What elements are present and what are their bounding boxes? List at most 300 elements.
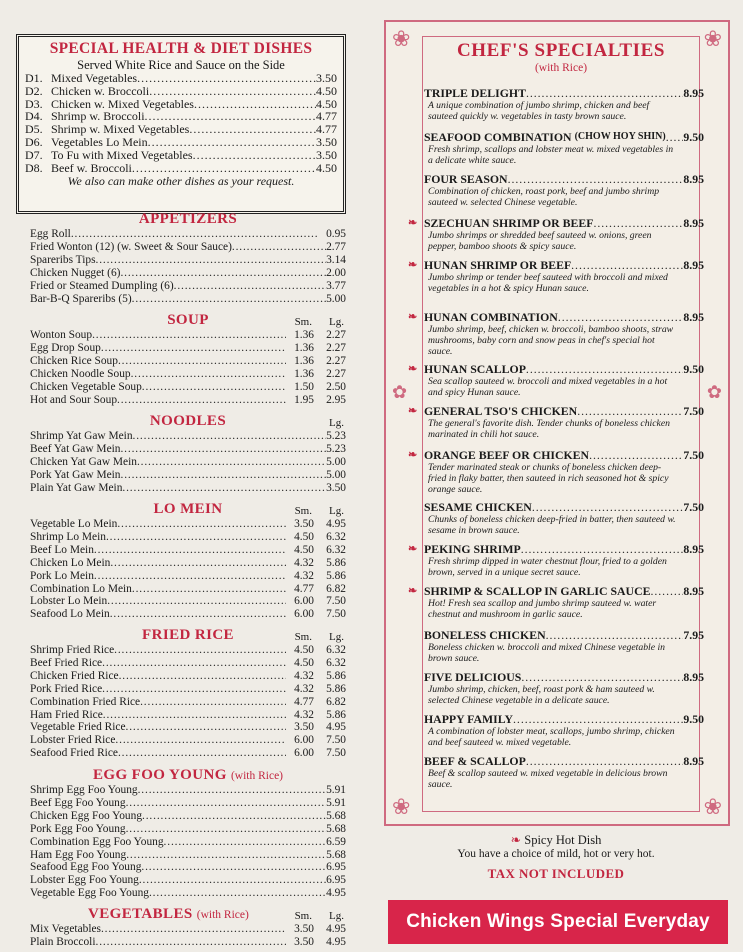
menu-item-price-small: 3.50 [294, 923, 314, 935]
chef-item-price: 8.95 [683, 584, 704, 598]
health-item-name: Shrimp w. Mixed Vegetables [51, 122, 190, 137]
chef-item-description: Jumbo shrimp, chicken, beef, roast pork & ham sauteed w. selected Chinese vegetable in a delicate sauce. [428, 684, 655, 706]
flower-ornament-icon: ❀ [703, 794, 722, 819]
spacer [408, 500, 424, 514]
menu-item-price: 4.95 [326, 887, 346, 900]
menu-item [30, 531, 346, 544]
menu-item-price-small: 4.77 [294, 582, 314, 595]
leader-dots [666, 130, 684, 144]
chef-item-line [408, 542, 704, 556]
menu-item-price-small: 4.32 [294, 682, 314, 695]
health-list [25, 72, 337, 174]
pepper-icon: ❧ [408, 311, 418, 323]
menu-item [30, 368, 346, 381]
soup-section [30, 311, 346, 406]
chef-item [408, 86, 704, 122]
chef-item-description: Fresh shrimp dipped in water chestnut flour, fried to a golden brown, served in a unique secret sauce. [428, 556, 667, 578]
menu-item-price-large: 2.50 [326, 380, 346, 393]
health-item-name: Mixed Vegetables [51, 71, 138, 85]
health-item-code: D8. [25, 160, 43, 175]
menu-item-price: 0.95 [326, 228, 346, 240]
menu-item-name: Plain Broccoli [30, 935, 96, 948]
chef-item-price: 8.95 [683, 216, 704, 230]
health-item-name: To Fu with Mixed Vegetables [51, 147, 193, 162]
leader-dots [101, 342, 286, 355]
vegetables-lg-header: Lg. [329, 910, 344, 922]
menu-item-price-large: 4.95 [326, 518, 346, 530]
chef-item [408, 216, 704, 252]
lomein-list [30, 518, 346, 621]
menu-item-price-large: 5.86 [326, 669, 346, 682]
leader-dots [131, 368, 286, 381]
health-item-code: D1. [25, 71, 43, 85]
menu-item-price-large: 4.95 [326, 935, 346, 948]
menu-item [30, 887, 346, 900]
menu-item-price-small: 4.50 [294, 543, 314, 556]
menu-item [30, 595, 346, 608]
spacer [408, 670, 424, 684]
menu-item-name: Lobster Fried Rice [30, 734, 116, 747]
menu-item-name: Chicken Noodle Soup [30, 367, 131, 380]
menu-item-name: Hot and Sour Soup [30, 393, 118, 406]
menu-item-name: Pork Egg Foo Young [30, 822, 126, 835]
chef-item-price: 8.95 [683, 258, 704, 272]
leader-dots [126, 721, 286, 734]
menu-item [30, 293, 346, 306]
leader-dots [118, 747, 286, 760]
chef-item-name: HUNAN COMBINATION [424, 310, 558, 324]
menu-item-price-large: 2.27 [326, 329, 346, 341]
menu-item-price: 5.91 [326, 784, 346, 796]
menu-item-price-small: 6.00 [294, 747, 314, 760]
health-item [25, 162, 337, 175]
leader-dots [141, 861, 326, 874]
pepper-icon: ❧ [408, 449, 418, 461]
menu-item-price-large: 7.50 [326, 747, 346, 760]
menu-item-price-small: 4.50 [294, 530, 314, 543]
chef-item-price: 9.50 [683, 130, 704, 144]
leader-dots [102, 657, 286, 670]
leader-dots [132, 583, 286, 596]
chef-item-line [408, 670, 704, 684]
health-item-code: D2. [25, 83, 43, 98]
health-item-name: Chicken w. Broccoli [51, 83, 150, 98]
menu-item-name: Shrimp Fried Rice [30, 644, 115, 656]
menu-item [30, 544, 346, 557]
tax-notice: TAX NOT INCLUDED [487, 866, 625, 881]
pepper-icon: ❧ [408, 259, 418, 271]
leader-dots [119, 670, 286, 683]
noodles-title: NOODLES [149, 413, 227, 429]
menu-item-name: Fried or Steamed Dumpling (6) [30, 279, 174, 292]
chef-item-price: 7.95 [683, 628, 704, 642]
spacer [408, 130, 424, 144]
leader-dots [132, 162, 316, 175]
chef-item-description: Combination of chicken, roast pork, beef and jumbo shrimp sauteed w. selected Chinese vegetable. [428, 186, 660, 208]
menu-item [30, 267, 346, 280]
health-item-name: Shrimp w. Broccoli [51, 109, 145, 124]
leader-dots [114, 644, 286, 657]
chef-item-name: BONELESS CHICKEN [424, 628, 546, 642]
menu-item-name: Beef Lo Mein [30, 543, 94, 556]
health-note: We also can make other dishes as your request. [67, 174, 295, 189]
health-item-name: Vegetables Lo Mein [51, 134, 148, 149]
leader-dots [96, 254, 327, 267]
chef-item [408, 542, 704, 578]
pepper-icon: ❧ [408, 363, 418, 375]
leader-dots [126, 823, 326, 836]
leader-dots [650, 584, 683, 598]
menu-item-price-large: 6.32 [326, 644, 346, 656]
spacer [408, 754, 424, 768]
chef-item-name: BEEF & SCALLOP [424, 754, 526, 768]
menu-item-price: 5.00 [326, 455, 346, 468]
health-item [25, 149, 337, 162]
leader-dots [174, 280, 326, 293]
menu-item [30, 254, 346, 267]
menu-item-price-small: 6.00 [294, 608, 314, 621]
soup-lg-header: Lg. [329, 316, 344, 328]
chef-item [408, 584, 704, 620]
menu-item-price-small: 4.32 [294, 669, 314, 682]
menu-item-price: 5.68 [326, 809, 346, 822]
leader-dots [137, 456, 326, 469]
menu-item-price-small: 3.50 [294, 518, 314, 530]
menu-item [30, 849, 346, 862]
menu-item-name: Fried Wonton (12) (w. Sweet & Sour Sauce) [30, 240, 232, 253]
menu-item-name: Seafood Lo Mein [30, 608, 110, 621]
menu-item-price-small: 4.32 [294, 708, 314, 721]
eggfooyoung-subtitle: (with Rice) [230, 770, 284, 782]
menu-item-name: Vegetable Lo Mein [30, 518, 118, 530]
leader-dots [106, 531, 286, 544]
menu-item [30, 874, 346, 887]
leader-dots [164, 836, 327, 849]
menu-item-price: 6.95 [326, 861, 346, 874]
menu-item-name: Wonton Soup [30, 329, 93, 341]
menu-item-name: Chicken Rice Soup [30, 354, 118, 367]
chef-item-description: Jumbo shrimp or tender beef sauteed with broccoli and mixed vegetables in a hot & spicy Hunan sauce. [428, 272, 668, 294]
chef-item-line [408, 258, 704, 272]
lomein-lg-header: Lg. [329, 505, 344, 517]
leader-dots [589, 448, 683, 462]
friedrice-list [30, 644, 346, 760]
health-item-price: 3.50 [316, 134, 337, 149]
chef-item-line [408, 584, 704, 598]
menu-item-price-large: 7.50 [326, 608, 346, 621]
menu-item [30, 670, 346, 683]
chef-item-price: 8.95 [683, 542, 704, 556]
vegetables-sm-header: Sm. [294, 910, 312, 922]
menu-item-name: Combination Egg Foo Young [30, 835, 164, 848]
leader-dots [526, 86, 683, 100]
leader-dots [137, 72, 316, 85]
menu-item-name: Bar-B-Q Spareribs (5) [30, 292, 132, 305]
chef-item-line [408, 404, 704, 418]
spacer [408, 628, 424, 642]
chef-item-name: HUNAN SCALLOP [424, 362, 526, 376]
menu-item-price-large: 2.27 [326, 354, 346, 367]
menu-item-name: Combination Lo Mein [30, 582, 132, 595]
menu-item-name: Chicken Yat Gaw Mein [30, 455, 137, 468]
leader-dots [521, 670, 683, 684]
leader-dots [117, 518, 286, 531]
leader-dots [94, 570, 286, 583]
flower-ornament-icon: ✿ [392, 382, 408, 402]
health-subtitle: Served White Rice and Sauce on the Side [77, 58, 285, 72]
chef-item-line [408, 500, 704, 514]
chef-item-description: Sea scallop sauteed w. broccoli and mixed vegetables in a hot and spicy Hunan sauce. [428, 376, 668, 398]
menu-item [30, 518, 346, 531]
menu-item [30, 342, 346, 355]
leader-dots [149, 85, 316, 98]
menu-item [30, 696, 346, 709]
menu-item-price-small: 4.32 [294, 569, 314, 582]
chef-item-name: HAPPY FAMILY [424, 712, 514, 726]
leader-dots [133, 430, 327, 443]
leader-dots [513, 712, 683, 726]
leader-dots [138, 784, 326, 797]
leader-dots [102, 683, 286, 696]
leader-dots [232, 241, 326, 254]
leader-dots [118, 355, 286, 368]
menu-item [30, 683, 346, 696]
health-item-price: 4.50 [316, 160, 337, 175]
menu-item-price: 5.68 [326, 822, 346, 835]
menu-item-price-small: 1.36 [294, 367, 314, 380]
leader-dots [71, 228, 326, 241]
leader-dots [126, 797, 327, 810]
menu-item [30, 836, 346, 849]
leader-dots [140, 696, 286, 709]
menu-item [30, 721, 346, 734]
leader-dots [107, 595, 286, 608]
chef-item-description: Fresh shrimp, scallops and lobster meat w. mixed vegetables in a delicate white sauce. [428, 144, 674, 166]
chef-item-description: Boneless chicken w. broccoli and mixed Chinese vegetable in brown sauce. [428, 642, 665, 664]
pepper-icon: ❧ [408, 217, 418, 229]
chef-item-description: A combination of lobster meat, scallops, jumbo shrimp, chicken and beef sauteed w. mixed vegetable. [428, 726, 675, 748]
leader-dots [149, 887, 326, 900]
eggfooyoung-list [30, 784, 346, 900]
spacer [408, 86, 424, 100]
menu-item-name: Mix Vegetables [30, 923, 101, 935]
menu-item-name: Chicken Fried Rice [30, 669, 119, 682]
chef-item-description: Beef & scallop sauteed w. mixed vegetable in delicious brown sauce. [428, 768, 668, 790]
health-item-price: 4.77 [316, 109, 337, 124]
chef-item-line [408, 86, 704, 100]
menu-item [30, 644, 346, 657]
leader-dots [189, 123, 316, 136]
chef-item-price: 8.95 [683, 670, 704, 684]
leader-dots [101, 923, 286, 936]
menu-item-price-small: 1.95 [294, 393, 314, 406]
leader-dots [132, 293, 326, 306]
chef-item-name: FOUR SEASON [424, 172, 508, 186]
menu-item-price: 6.59 [326, 835, 346, 848]
menu-item [30, 823, 346, 836]
menu-item-price-large: 4.95 [326, 721, 346, 734]
chef-item-price: 8.95 [683, 754, 704, 768]
chef-item-line [408, 628, 704, 642]
chef-item-price: 9.50 [683, 362, 704, 376]
flower-ornament-icon: ✿ [706, 382, 722, 402]
menu-item-name: Shrimp Lo Mein [30, 530, 106, 543]
flower-ornament-icon: ❀ [703, 26, 722, 51]
menu-item-price-small: 3.50 [294, 721, 314, 734]
menu-item-price: 5.00 [326, 468, 346, 481]
leader-dots [526, 362, 683, 376]
menu-item-price-large: 6.32 [326, 543, 346, 556]
menu-item-price-large: 4.95 [326, 923, 346, 935]
leader-dots [571, 258, 683, 272]
chef-item-price: 8.95 [683, 310, 704, 324]
menu-item-price-large: 6.82 [326, 695, 346, 708]
menu-item-price-large: 6.32 [326, 530, 346, 543]
leader-dots [142, 381, 286, 394]
menu-item-price-small: 4.50 [294, 656, 314, 669]
health-item-price: 4.77 [316, 122, 337, 137]
menu-item-name: Chicken Nugget (6) [30, 266, 121, 279]
leader-dots [122, 482, 326, 495]
menu-item-price-large: 6.82 [326, 582, 346, 595]
chef-item-name: SZECHUAN SHRIMP OR BEEF [424, 216, 594, 230]
leader-dots [139, 874, 326, 887]
menu-item-price: 3.77 [326, 279, 346, 292]
menu-item [30, 797, 346, 810]
health-item-price: 3.50 [316, 147, 337, 162]
menu-item-name: Ham Fried Rice [30, 708, 103, 721]
lomein-section [30, 500, 346, 621]
menu-item [30, 329, 346, 342]
menu-item-price-small: 4.50 [294, 644, 314, 656]
flower-ornament-icon: ❀ [392, 26, 411, 51]
health-title: SPECIAL HEALTH & DIET DISHES [49, 40, 313, 57]
menu-item-name: Ham Egg Foo Young [30, 848, 127, 861]
chef-item-description: The general's favorite dish. Tender chunks of boneless chicken marinated in chili hot sauce. [428, 418, 670, 440]
leader-dots [593, 216, 683, 230]
menu-item-price-large: 7.50 [326, 734, 346, 747]
menu-item-price: 5.91 [326, 796, 346, 809]
health-item-name: Chicken w. Mixed Vegetables [51, 96, 194, 111]
menu-item-name: Beef Yat Gaw Mein [30, 442, 121, 455]
chef-item [408, 404, 704, 440]
health-diet-box [16, 34, 346, 214]
menu-item-name: Lobster Egg Foo Young [30, 874, 139, 887]
health-item-code: D6. [25, 134, 43, 149]
eggfooyoung-title-text: EGG FOO YOUNG [92, 767, 227, 783]
menu-item-name: Seafood Fried Rice [30, 747, 118, 760]
menu-item-price: 2.77 [326, 240, 346, 253]
health-item [25, 85, 337, 98]
leader-dots [120, 443, 326, 456]
menu-item-name: Pork Lo Mein [30, 569, 94, 582]
menu-item-name: Beef Egg Foo Young [30, 796, 126, 809]
chef-item [408, 310, 704, 357]
noodles-lg-header: Lg. [329, 417, 344, 429]
menu-item [30, 734, 346, 747]
menu-item [30, 747, 346, 760]
chef-item-line [408, 362, 704, 376]
health-item-name: Beef w. Broccoli [51, 160, 132, 175]
menu-item [30, 709, 346, 722]
menu-item [30, 469, 346, 482]
menu-item [30, 570, 346, 583]
chef-item-price: 9.50 [683, 712, 704, 726]
menu-item-name: Chicken Egg Foo Young [30, 809, 143, 822]
menu-item-price-small: 1.50 [294, 380, 314, 393]
menu-item-price-small: 1.36 [294, 329, 314, 341]
menu-item-price-small: 3.50 [294, 935, 314, 948]
menu-item-name: Spareribs Tips [30, 253, 96, 266]
spicy-legend-label: Spicy Hot Dish [524, 833, 602, 847]
menu-item [30, 456, 346, 469]
leader-dots [577, 404, 683, 418]
menu-item [30, 810, 346, 823]
menu-item-name: Chicken Vegetable Soup [30, 380, 142, 393]
chef-item-line [408, 172, 704, 186]
chef-item-description: Jumbo shrimps or shredded beef sauteed w. onions, green pepper, bamboo shoots & spicy sauce. [428, 230, 652, 252]
friedrice-lg-header: Lg. [329, 631, 344, 643]
chef-item-name: TRIPLE DELIGHT [424, 86, 526, 100]
menu-item [30, 608, 346, 621]
leader-dots [194, 98, 316, 111]
leader-dots [115, 734, 286, 747]
spicy-note: You have a choice of mild, hot or very hot. [457, 848, 655, 860]
menu-item-price-large: 2.95 [326, 393, 346, 406]
menu-item-price-small: 4.32 [294, 556, 314, 569]
chef-title: CHEF'S SPECIALTIES [456, 40, 666, 61]
leader-dots [117, 394, 286, 407]
leader-dots [521, 542, 684, 556]
menu-item-price-large: 7.50 [326, 595, 346, 608]
chef-item-extra: (CHOW HOY SHIN) [574, 131, 666, 142]
chef-item-price: 8.95 [683, 172, 704, 186]
menu-item-price-large: 5.86 [326, 556, 346, 569]
menu-item [30, 482, 346, 495]
left-column [6, 26, 352, 952]
menu-item-name: Chicken Lo Mein [30, 556, 111, 569]
menu-item-price: 6.95 [326, 874, 346, 887]
health-item-price: 4.50 [316, 96, 337, 111]
chef-item-description: A unique combination of jumbo shrimp, chicken and beef sauteed quickly w. vegetables in tasty brown sauce. [428, 100, 650, 122]
vegetables-section [30, 905, 346, 949]
eggfooyoung-title [30, 766, 346, 784]
leader-dots [148, 136, 316, 149]
menu-item [30, 557, 346, 570]
menu-item-price-large: 5.86 [326, 708, 346, 721]
chef-item-name: PEKING SHRIMP [424, 542, 521, 556]
pepper-icon: ❧ [408, 585, 418, 597]
menu-item-name: Egg Drop Soup [30, 341, 101, 354]
chef-item-name: FIVE DELICIOUS [424, 670, 522, 684]
menu-item-price-large: 2.27 [326, 367, 346, 380]
leader-dots [103, 709, 286, 722]
health-item [25, 72, 337, 85]
chef-item-line [408, 216, 704, 230]
leader-dots [558, 310, 684, 324]
appetizers-section [30, 210, 346, 305]
soup-sm-header: Sm. [294, 316, 312, 328]
menu-item-name: Beef Fried Rice [30, 656, 103, 669]
menu-item [30, 241, 346, 254]
leader-dots [92, 329, 286, 342]
chef-item [408, 130, 704, 166]
flower-ornament-icon: ❀ [392, 794, 411, 819]
wings-special-banner: Chicken Wings Special Everyday [388, 900, 728, 944]
chef-item-name: SEAFOOD COMBINATION [424, 130, 572, 144]
health-item-price: 4.50 [316, 83, 337, 98]
chef-item-line [408, 754, 704, 768]
